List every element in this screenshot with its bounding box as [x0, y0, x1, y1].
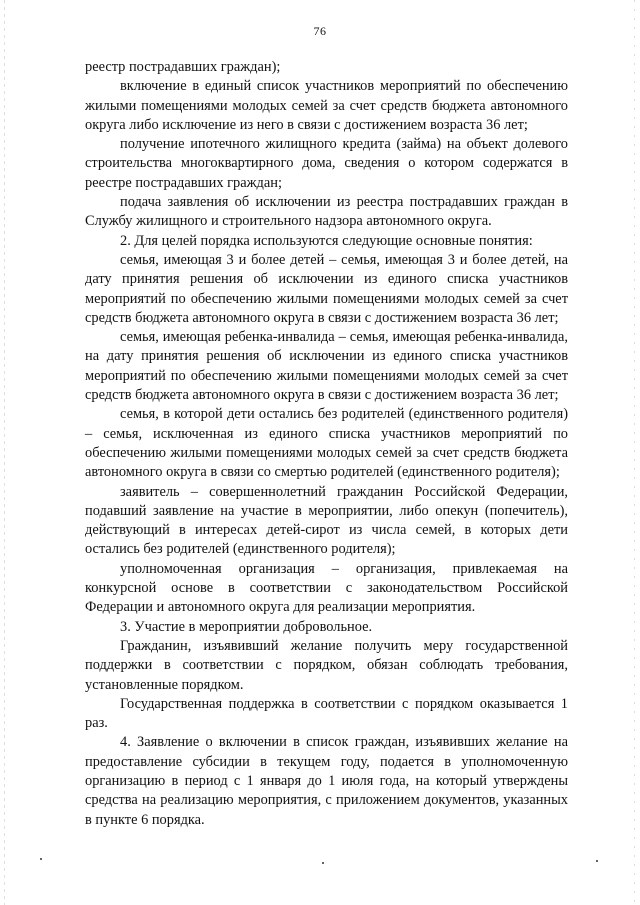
paragraph-orphan-family-definition: семья, в которой дети остались без родителей (единственного родителя) – семья, исключенная из единого списка участников мероприятий по обеспечению жилыми помещениями молодых семей за счет средств бюджета автономного округа в связи со смертью родителей (единственного родителя); [85, 406, 568, 481]
paragraph-authorized-org-definition: уполномоченная организация – организация, привлекаемая на конкурсной основе в соответствии с законодательством Российской Федерации и автономного округа для реализации мероприятия. [85, 560, 568, 616]
paragraph-exclusion-application: подача заявления об исключении из реестра пострадавших граждан в Службу жилищного и строительного надзора автономного округа. [85, 194, 568, 230]
page-number: 76 [313, 24, 327, 38]
scan-speck [40, 858, 42, 860]
paragraph-support-once: Государственная поддержка в соответствии с порядком оказывается 1 раз. [85, 695, 568, 732]
paragraph-section-3: 3. Участие в мероприятии добровольное. [120, 618, 373, 635]
paragraph-large-family-definition: семья, имеющая 3 и более детей – семья, имеющая 3 и более детей, на дату принятия решения об исключении из единого списка участников мероприятий по обеспечению жилыми помещениями молодых семей за счет средств бюджета автономного округа в связи с достижением возраста 36 лет; [85, 251, 568, 326]
document-body [85, 58, 568, 830]
scan-edge-left [4, 0, 5, 905]
scan-edge-right [634, 0, 635, 905]
paragraph-citizen-obligation: Гражданин, изъявивший желание получить меру государственной поддержки в соответствии с порядком, обязан соблюдать требования, установленные порядком. [85, 637, 568, 693]
scan-speck [322, 862, 324, 864]
paragraph-inclusion-list: включение в единый список участников мероприятий по обеспечению жилыми помещениями молодых семей за счет средств бюджета автономного округа либо исключение из него в связи с достижением возраста 36 лет; [85, 78, 568, 133]
paragraph-mortgage: получение ипотечного жилищного кредита (займа) на объект долевого строительства многоквартирного дома, сведения о котором содержатся в реестре пострадавших граждан; [85, 136, 568, 191]
paragraph-section-4: 4. Заявление о включении в список граждан, изъявивших желание на предоставление субсидии в текущем году, подается в уполномоченную организацию в период с 1 января до 1 июля года, на который утверждены средства на реализацию мероприятия, с приложением документов, указанных в пункте 6 порядка. [85, 734, 568, 828]
paragraph-section-2: 2. Для целей порядка используются следующие основные понятия: [120, 232, 533, 249]
paragraph-disabled-child-definition: семья, имеющая ребенка-инвалида – семья, имеющая ребенка-инвалида, на дату принятия решения об исключении из единого списка участников мероприятий по обеспечению жилыми помещениями молодых семей за счет средств бюджета автономного округа в связи с достижением возраста 36 лет; [85, 329, 568, 404]
paragraph-applicant-definition: заявитель – совершеннолетний гражданин Российской Федерации, подавший заявление на участие в мероприятии, либо опекун (попечитель), действующий в интересах детей-сирот из числа семей, в которых дети остались без родителей (единственного родителя); [85, 483, 568, 558]
paragraph-continuation: реестр пострадавших граждан); [85, 59, 281, 75]
scan-speck [596, 860, 598, 862]
